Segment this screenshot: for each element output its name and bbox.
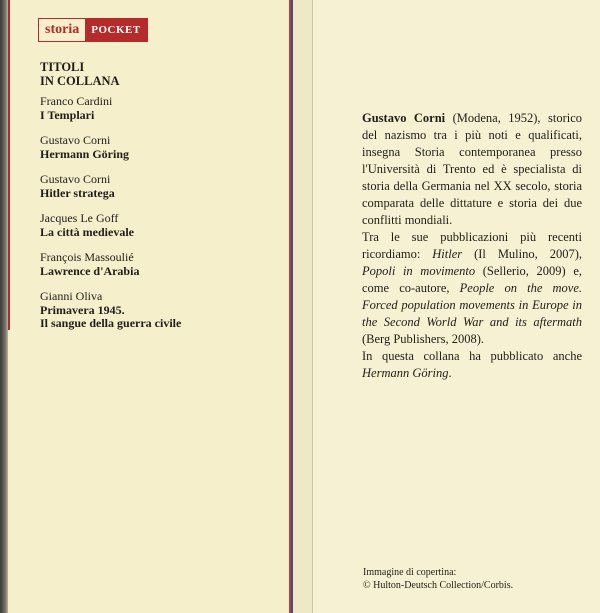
list-item xyxy=(40,134,280,161)
bio-book-title: People on the move. Forced population movements in Europe in the Second World War and its aftermath xyxy=(362,281,582,329)
bio-text: Tra le sue pubblicazioni più recenti ricordiamo: xyxy=(362,230,582,261)
list-item xyxy=(40,290,280,331)
bio-book-title: Hermann Göring xyxy=(362,366,449,380)
bio-book-title: Popoli in movimento xyxy=(362,264,476,278)
credit-line-2: © Hulton-Deutsch Collection/Corbis. xyxy=(363,580,514,591)
list-item xyxy=(40,251,280,278)
book-list xyxy=(40,95,280,343)
author-name: Gustavo Corni xyxy=(362,111,446,125)
book-title: Primavera 1945. xyxy=(40,302,125,317)
list-item xyxy=(40,95,280,122)
brand-storia: storia xyxy=(39,19,85,41)
book-subtitle: Il sangue della guerra civile xyxy=(40,316,182,330)
book-title: I Templari xyxy=(40,107,95,122)
brand-pocket: POCKET xyxy=(85,19,146,41)
book-title: Lawrence d'Arabia xyxy=(40,263,140,278)
cover-credits xyxy=(363,566,513,592)
book-title: La città medievale xyxy=(40,224,134,239)
bio-text: In questa collana ha pubblicato anche xyxy=(362,349,582,363)
bio-paragraph-3 xyxy=(362,348,582,382)
book-author: Gustavo Corni xyxy=(40,172,111,186)
book-author: Gianni Oliva xyxy=(40,289,103,303)
book-title: Hermann Göring xyxy=(40,146,129,161)
series-brand xyxy=(38,18,148,42)
bio-book-title: Hitler xyxy=(432,247,463,261)
bio-text: (Sellerio, 2009) e, come co-autore, xyxy=(362,264,582,295)
bio-text: (Modena, 1952), storico del nazismo tra i più noti e qualificati, insegna Storia contemporanea presso l'Università di Trento ed è specialista di storia della Germania nel XX secolo, storia comparata delle dittature e storia dei due conflitti mondiali. xyxy=(362,111,582,227)
series-heading xyxy=(40,60,120,88)
book-author: Gustavo Corni xyxy=(40,133,111,147)
author-bio xyxy=(362,110,582,382)
bio-text: (Berg Publishers, 2008). xyxy=(362,332,484,346)
book-title: Hitler stratega xyxy=(40,185,115,200)
bio-paragraph-2 xyxy=(362,229,582,348)
list-item xyxy=(40,212,280,239)
heading-line-2: IN COLLANA xyxy=(40,74,120,88)
book-author: François Massoulié xyxy=(40,250,134,264)
heading-line-1: TITOLI xyxy=(40,60,85,74)
book-author: Jacques Le Goff xyxy=(40,211,119,225)
cover-photo-edge xyxy=(0,0,8,613)
credit-line-1: Immagine di copertina: xyxy=(363,567,457,578)
bio-text: (Il Mulino, 2007), xyxy=(462,247,582,261)
bio-text: . xyxy=(448,366,452,380)
list-item xyxy=(40,173,280,200)
bio-paragraph-1 xyxy=(362,110,582,229)
gutter xyxy=(293,0,312,613)
book-author: Franco Cardini xyxy=(40,94,113,108)
